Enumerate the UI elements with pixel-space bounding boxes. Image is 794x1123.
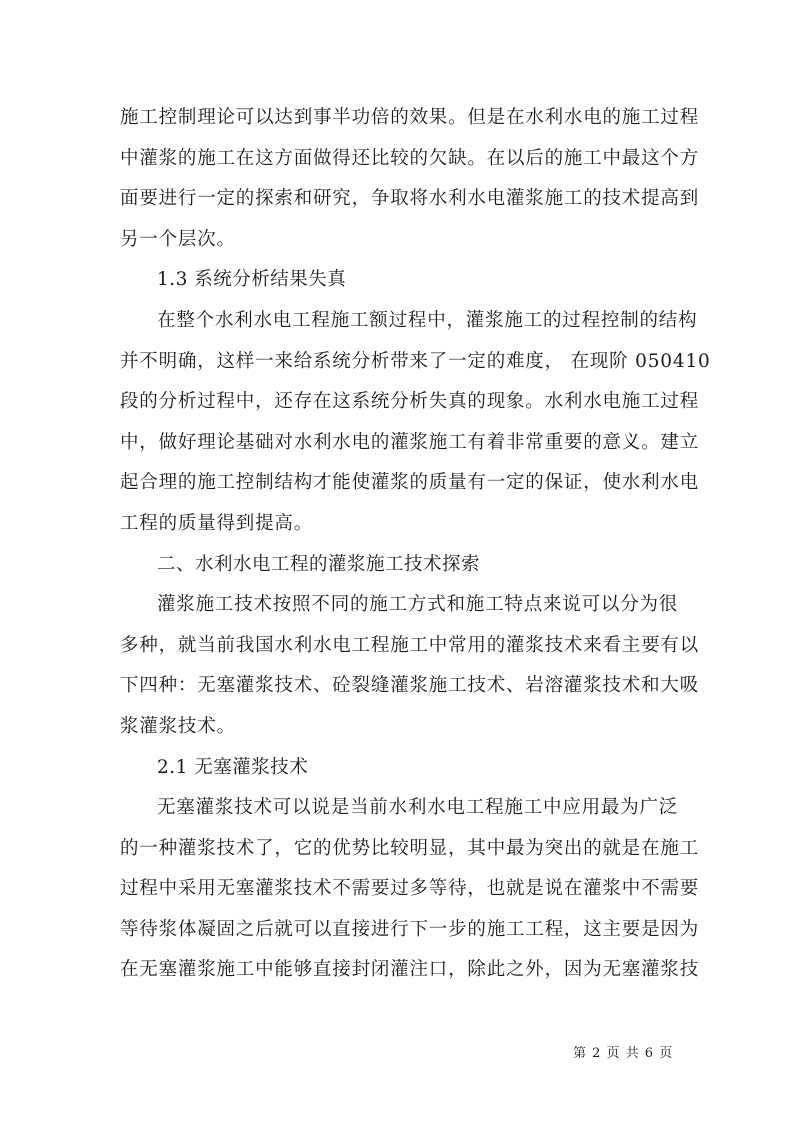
section-heading-2: 二、水利水电工程的灌浆施工技术探索 [157, 553, 481, 575]
body-line: 起合理的施工控制结构才能使灌浆的质量有一定的保证，使水利水电 [120, 472, 700, 494]
page-number-footer: 第 2 页 共 6 页 [573, 1046, 674, 1061]
body-line: 无塞灌浆技术可以说是当前水利水电工程施工中应用最为广泛 [157, 797, 679, 819]
body-line: 过程中采用无塞灌浆技术不需要过多等待，也就是说在灌浆中不需要 [120, 878, 700, 900]
body-line: 面要进行一定的探索和研究，争取将水利水电灌浆施工的技术提高到 [120, 188, 700, 210]
body-line: 等待浆体凝固之后就可以直接进行下一步的施工工程，这主要是因为 [120, 918, 700, 940]
body-line: 并不明确，这样一来给系统分析带来了一定的难度， 在现阶 050410 [120, 350, 711, 372]
body-line: 段的分析过程中，还存在这系统分析失真的现象。水利水电施工过程 [120, 391, 700, 413]
body-line: 在整个水利水电工程施工额过程中，灌浆施工的过程控制的结构 [157, 309, 698, 331]
body-line: 灌浆施工技术按照不同的施工方式和施工特点来说可以分为很 [157, 594, 679, 616]
body-line: 另一个层次。 [120, 228, 236, 250]
body-line: 中灌浆的施工在这方面做得还比较的欠缺。在以后的施工中最这个方 [120, 147, 700, 169]
document-body [120, 98, 711, 991]
body-line: 多种，就当前我国水利水电工程施工中常用的灌浆技术来看主要有以 [120, 634, 700, 656]
section-heading-2-1: 2.1 无塞灌浆技术 [157, 756, 309, 778]
body-line: 浆灌浆技术。 [120, 715, 236, 737]
body-line: 施工控制理论可以达到事半功倍的效果。但是在水利水电的施工过程 [120, 107, 700, 128]
body-line: 下四种：无塞灌浆技术、砼裂缝灌浆施工技术、岩溶灌浆技术和大吸 [120, 675, 700, 697]
body-line: 在无塞灌浆施工中能够直接封闭灌注口，除此之外，因为无塞灌浆技 [120, 959, 700, 981]
body-line: 中，做好理论基础对水利水电的灌浆施工有着非常重要的意义。建立 [120, 431, 700, 453]
body-line: 的一种灌浆技术了，它的优势比较明显，其中最为突出的就是在施工 [120, 837, 700, 859]
section-heading-1-3: 1.3 系统分析结果失真 [157, 269, 347, 291]
body-line: 工程的质量得到提高。 [120, 512, 314, 534]
